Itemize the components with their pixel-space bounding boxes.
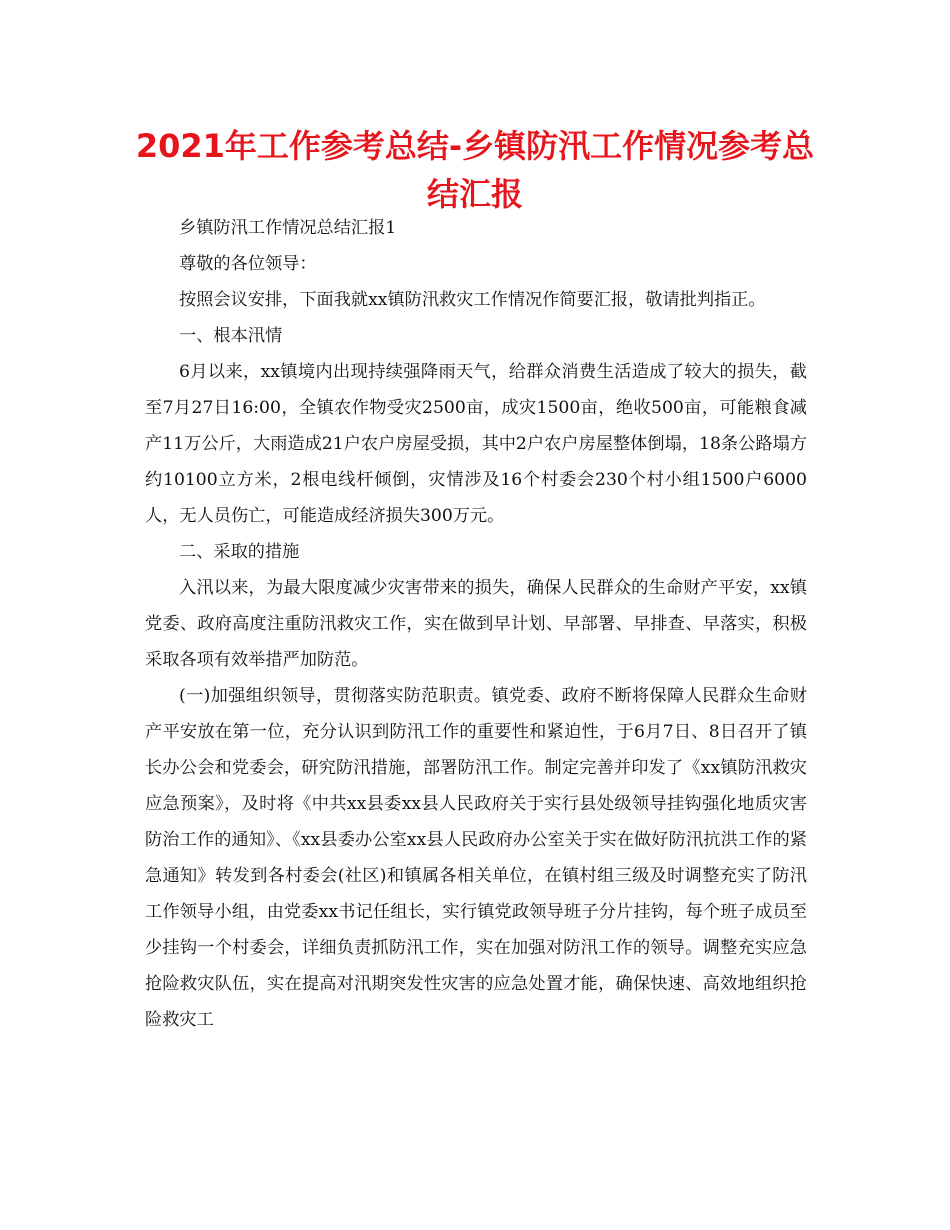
paragraph-report-heading: 乡镇防汛工作情况总结汇报1 [179,218,397,238]
paragraph-organization-leadership: (一)加强组织领导，贯彻落实防范职责。镇党委、政府不断将保障人民群众生命财产平安放在第一位，充分认识到防汛工作的重要性和紧迫性，于6月7日、8日召开了镇长办公会和党委会，研究防汛措施，部署防汛工作。制定完善并印发了《xx镇防汛救灾应急预案》，及时将《中共xx县委xx县人民政府关于实行县处级领导挂钩强化地质灾害防治工作的通知》、《xx县委办公室xx县人民政府办公室关于实在做好防汛抗洪工作的紧急通知》转发到各村委会(社区)和镇属各相关单位，在镇村组三级及时调整充实了防汛工作领导小组，由党委xx书记任组长，实行镇党政领导班子分片挂钩，每个班子成员至少挂钩一个村委会，详细负责抓防汛工作，实在加强对防汛工作的领导。调整充实应急抢险救灾队伍，实在提高对汛期突发性灾害的应急处置才能，确保快速、高效地组织抢险救灾工 [145,686,807,1030]
paragraph-salutation: 尊敬的各位领导： [179,254,317,274]
paragraph-measures-overview: 入汛以来，为最大限度减少灾害带来的损失，确保人民群众的生命财产平安，xx镇党委、政府高度注重防汛救灾工作，实在做到早计划、早部署、早排查、早落实，积极采取各项有效举措严加防范。 [145,578,807,670]
paragraph-flood-situation: 6月以来，xx镇境内出现持续强降雨天气，给群众消费生活造成了较大的损失，截至7月27日16:00，全镇农作物受灾2500亩，成灾1500亩，绝收500亩，可能粮食减产11万公斤，大雨造成21户农户房屋受损，其中2户农户房屋整体倒塌，18条公路塌方约10100立方米，2根电线杆倾倒，灾情涉及16个村委会230个村小组1500户6000人，无人员伤亡，可能造成经济损失300万元。 [145,362,807,526]
document-body [145,210,807,1038]
section-heading-measures: 二、采取的措施 [179,542,300,562]
section-heading-flood-situation: 一、根本汛情 [179,326,283,346]
document-title: 2021年工作参考总结-乡镇防汛工作情况参考总结汇报 [135,127,815,213]
paragraph-intro: 按照会议安排，下面我就xx镇防汛救灾工作情况作简要汇报，敬请批判指正。 [179,290,766,310]
